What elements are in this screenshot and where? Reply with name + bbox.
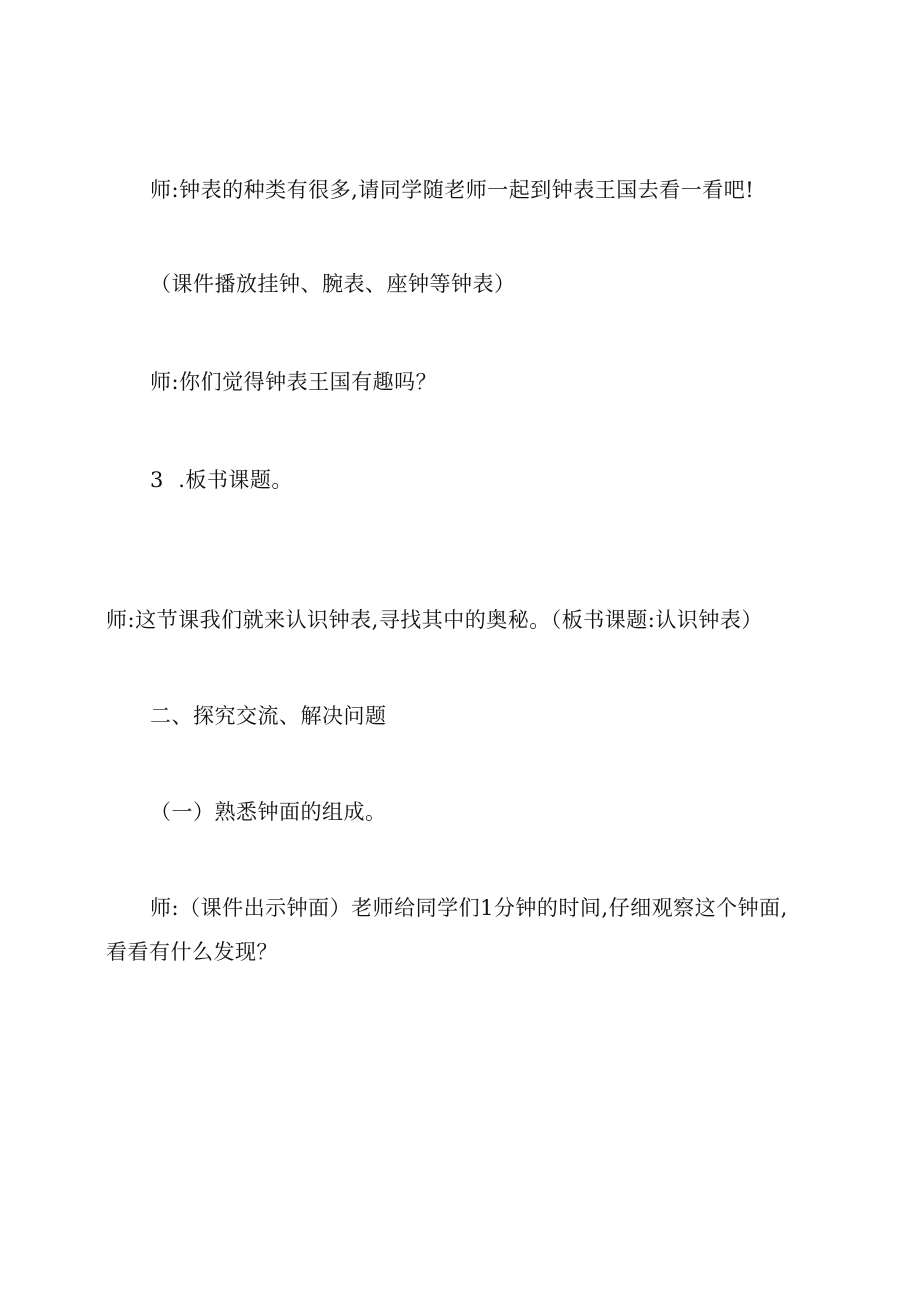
paragraph-lesson-intro [106, 554, 806, 642]
paragraph-clock-types [106, 168, 806, 212]
paragraph-text: 3 .板书课题。 [150, 468, 293, 492]
paragraph-write-title [106, 458, 806, 502]
section-heading-explore [106, 694, 806, 738]
paragraph-text: 师:（课件出示钟面）老师给同学们1分钟的时间,仔细观察这个钟面,看看有什么发现？ [106, 896, 788, 964]
paragraph-text: 师:你们觉得钟表王国有趣吗？ [150, 370, 438, 394]
subsection-heading-clock-face [106, 790, 806, 834]
paragraph-text: 师:钟表的种类有很多,请同学随老师一起到钟表王国去看一看吧! [150, 178, 755, 202]
paragraph-courseware-play [106, 262, 806, 306]
paragraph-text: 二、探究交流、解决问题 [150, 704, 387, 728]
paragraph-text: 师:这节课我们就来认识钟表,寻找其中的奥秘。（板书课题:认识钟表） [106, 608, 763, 632]
paragraph-text: （课件播放挂钟、腕表、座钟等钟表） [150, 272, 516, 296]
paragraph-teacher-question [106, 360, 806, 404]
paragraph-observe-clock [106, 886, 806, 974]
paragraph-text: （一）熟悉钟面的组成。 [150, 800, 387, 824]
